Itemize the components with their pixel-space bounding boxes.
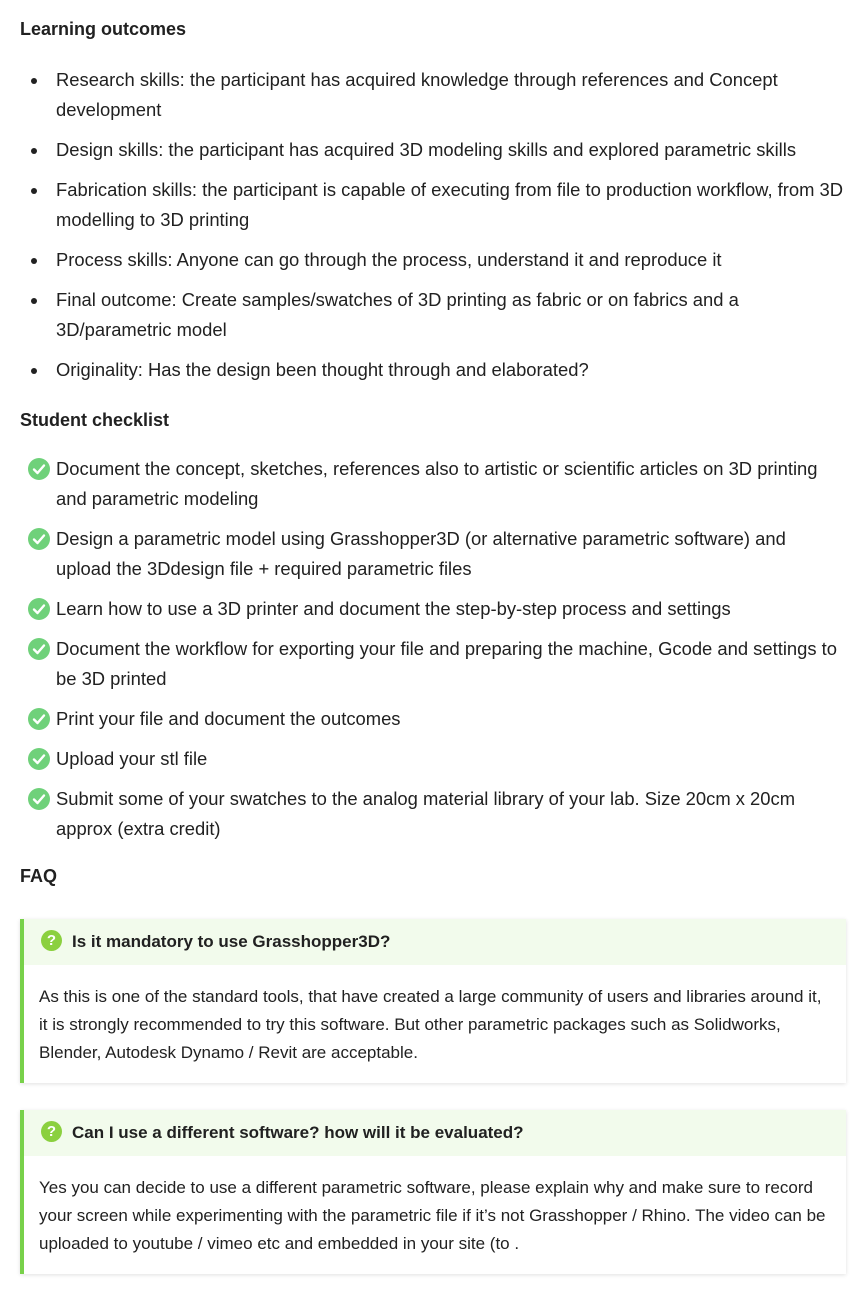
list-item: Process skills: Anyone can go through the process, understand it and reproduce it xyxy=(56,245,846,275)
checklist-item-text: Document the concept, sketches, references also to artistic or scientific articles on 3D printing and parametric modeling xyxy=(56,458,818,509)
check-circle-icon xyxy=(28,788,50,810)
checklist-item-text: Submit some of your swatches to the analog material library of your lab. Size 20cm x 20cm approx (extra credit) xyxy=(56,788,796,839)
check-circle-icon xyxy=(28,458,50,480)
checklist-item xyxy=(56,524,846,584)
check-circle-icon xyxy=(28,708,50,730)
question-circle-icon: ? xyxy=(41,1121,62,1142)
checklist-item xyxy=(56,594,846,624)
learning-outcomes-list xyxy=(56,65,846,395)
checklist-item-text: Print your file and document the outcomes xyxy=(56,708,401,729)
faq-item[interactable] xyxy=(20,919,846,1083)
faq-heading: FAQ xyxy=(20,866,58,886)
list-item: Research skills: the participant has acquired knowledge through references and Concept development xyxy=(56,65,846,125)
faq-answer: As this is one of the standard tools, that have created a large community of users and libraries around it, it is strongly recommended to try this software. But other parametric packages such as Solidworks, Blender, Autodesk Dynamo / Revit are acceptable. xyxy=(39,987,822,1062)
checklist-item-text: Learn how to use a 3D printer and document the step-by-step process and settings xyxy=(56,598,731,619)
learning-outcomes-heading: Learning outcomes xyxy=(20,19,187,39)
checklist-item xyxy=(56,704,846,734)
check-circle-icon xyxy=(28,528,50,550)
checklist-item xyxy=(56,744,846,774)
question-circle-icon: ? xyxy=(41,930,62,951)
list-item: Final outcome: Create samples/swatches of 3D printing as fabric or on fabrics and a 3D/parametric model xyxy=(56,285,846,345)
faq-question: Can I use a different software? how will it be evaluated? xyxy=(72,1123,524,1142)
student-checklist-heading: Student checklist xyxy=(20,410,170,430)
checklist-item xyxy=(56,634,846,694)
student-checklist xyxy=(56,454,846,854)
faq-answer: Yes you can decide to use a different parametric software, please explain why and make sure to record your screen while experimenting with the parametric file if it’s not Grasshopper / Rhino. The video can be uploaded to youtube / vimeo etc and embedded in your site (to . xyxy=(39,1178,826,1253)
checklist-item xyxy=(56,784,846,844)
faq-question-header[interactable] xyxy=(24,1110,846,1156)
list-item: Design skills: the participant has acquired 3D modeling skills and explored parametric skills xyxy=(56,135,846,165)
check-circle-icon xyxy=(28,638,50,660)
checklist-item xyxy=(56,454,846,514)
checklist-item-text: Design a parametric model using Grasshopper3D (or alternative parametric software) and upload the 3Ddesign file + required parametric files xyxy=(56,528,786,579)
checklist-item-text: Upload your stl file xyxy=(56,748,208,769)
list-item: Fabrication skills: the participant is capable of executing from file to production workflow, from 3D modelling to 3D printing xyxy=(56,175,846,235)
list-item: Originality: Has the design been thought through and elaborated? xyxy=(56,355,846,385)
checklist-item-text: Document the workflow for exporting your file and preparing the machine, Gcode and settings to be 3D printed xyxy=(56,638,838,689)
faq-question-header[interactable] xyxy=(24,919,846,965)
check-circle-icon xyxy=(28,748,50,770)
faq-question: Is it mandatory to use Grasshopper3D? xyxy=(72,932,391,951)
faq-item[interactable] xyxy=(20,1110,846,1274)
check-circle-icon xyxy=(28,598,50,620)
